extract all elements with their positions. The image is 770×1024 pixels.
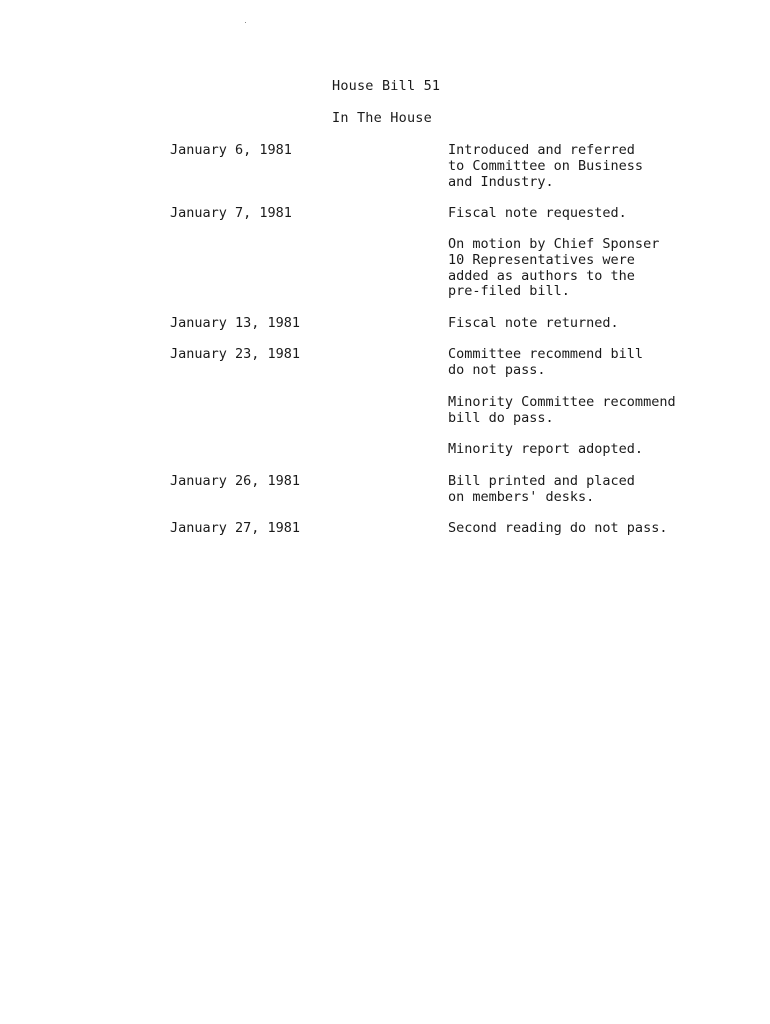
entry-action xyxy=(448,347,643,379)
action-line: on members' desks. xyxy=(448,488,595,505)
entry-date: January 6, 1981 xyxy=(170,142,292,158)
action-line: On motion by Chief Sponser xyxy=(448,236,660,252)
entry-action xyxy=(448,395,676,427)
action-line: added as authors to the xyxy=(448,267,635,284)
document-subtitle: In The House xyxy=(332,110,432,126)
scan-speck xyxy=(245,22,246,23)
entry-action xyxy=(448,442,643,458)
action-line: Fiscal note returned. xyxy=(448,315,619,331)
action-line: Bill printed and placed xyxy=(448,473,635,489)
entry-date: January 23, 1981 xyxy=(170,346,301,362)
entry-action xyxy=(448,237,659,300)
action-line: 10 Representatives were xyxy=(448,251,635,268)
action-line: Second reading do not pass. xyxy=(448,520,668,536)
entry-action xyxy=(448,474,635,506)
document-title: House Bill 51 xyxy=(332,78,441,94)
entry-action xyxy=(448,316,619,332)
action-line: to Committee on Business xyxy=(448,157,644,174)
action-line: do not pass. xyxy=(448,361,546,378)
action-line: Minority report adopted. xyxy=(448,441,644,457)
entry-action xyxy=(448,143,643,190)
entry-date: January 13, 1981 xyxy=(170,315,301,331)
action-line: pre-filed bill. xyxy=(448,283,570,300)
action-line: Fiscal note requested. xyxy=(448,205,627,221)
entry-date: January 7, 1981 xyxy=(170,205,292,221)
action-line: Committee recommend bill xyxy=(448,346,644,362)
action-line: and Industry. xyxy=(448,173,554,190)
action-line: Minority Committee recommend xyxy=(448,394,676,410)
action-line: Introduced and referred xyxy=(448,142,635,158)
entry-date: January 27, 1981 xyxy=(170,520,301,536)
action-line: bill do pass. xyxy=(448,409,554,426)
entry-action xyxy=(448,521,667,537)
entry-action xyxy=(448,206,627,222)
entry-date: January 26, 1981 xyxy=(170,473,301,489)
